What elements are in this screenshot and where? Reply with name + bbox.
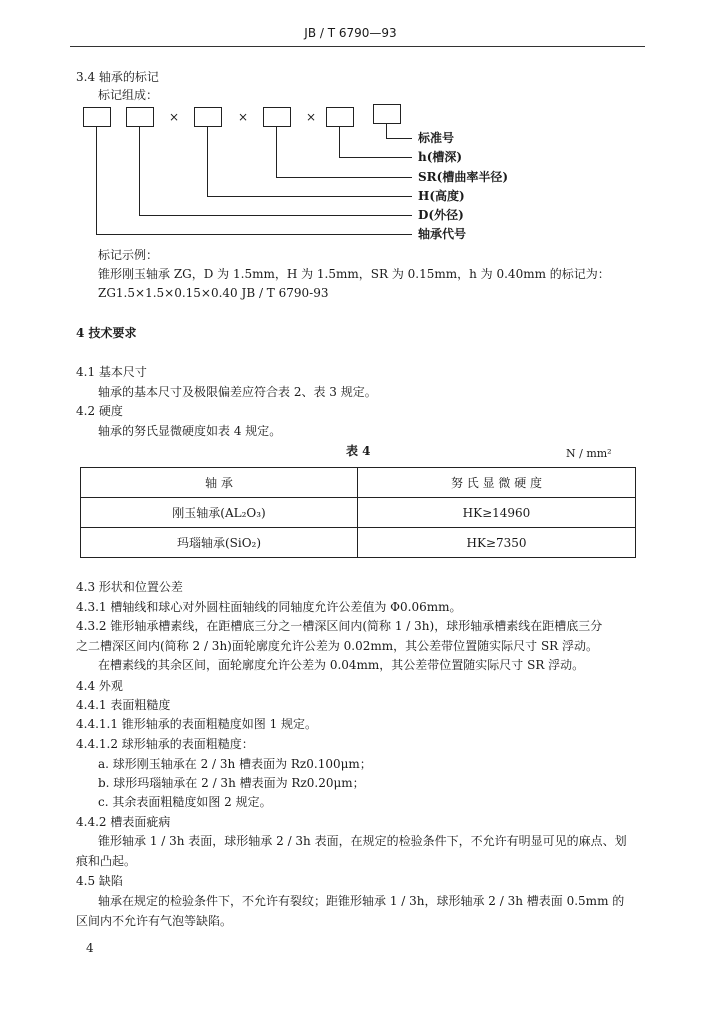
table-row bbox=[81, 498, 636, 528]
table-cell: HK≥14960 bbox=[358, 498, 636, 528]
height-box bbox=[194, 107, 222, 127]
section-4-3-2-line3: 在槽素线的其余区间，面轮廓度允许公差为 0.04mm，其公差带位置随实际尺寸 SR 浮动。 bbox=[98, 658, 585, 672]
section-4-2-text: 轴承的努氏显微硬度如表 4 规定。 bbox=[98, 424, 282, 438]
leader-line bbox=[139, 215, 412, 216]
section-4-4-2-title: 4.4.2 槽表面疵病 bbox=[76, 815, 171, 829]
leader-line bbox=[276, 126, 277, 177]
leader-line bbox=[96, 126, 97, 234]
section-4-4-2-line2: 痕和凸起。 bbox=[76, 854, 137, 868]
header-bearing: 轴 承 bbox=[81, 468, 358, 498]
composition-label: 标记组成： bbox=[98, 88, 159, 102]
standard-box bbox=[373, 104, 401, 124]
section-4-5-line2: 区间内不允许有气泡等缺陷。 bbox=[76, 914, 233, 928]
section-4-4-1-2: 4.4.1.2 球形轴承的表面粗糙度： bbox=[76, 737, 254, 751]
leader-line bbox=[386, 138, 412, 139]
header-rule bbox=[70, 46, 645, 47]
document-code: JB / T 6790—93 bbox=[304, 26, 397, 40]
section-4-4-2-line1: 锥形轴承 1 / 3h 表面，球形轴承 2 / 3h 表面，在规定的检验条件下，不允许有明显可见的麻点、划 bbox=[98, 834, 627, 848]
section-4-4-1-1: 4.4.1.1 锥形轴承的表面粗糙度如图 1 规定。 bbox=[76, 717, 318, 731]
legend-height: H(高度) bbox=[418, 189, 465, 203]
example-code: ZG1.5×1.5×0.15×0.40 JB / T 6790-93 bbox=[98, 286, 329, 300]
multiply-sign: × bbox=[238, 110, 249, 124]
hardness-table bbox=[80, 467, 636, 558]
diameter-box bbox=[126, 107, 154, 127]
section-4-1-text: 轴承的基本尺寸及极限偏差应符合表 2、表 3 规定。 bbox=[98, 385, 377, 399]
leader-line bbox=[339, 126, 340, 157]
code-box bbox=[83, 107, 111, 127]
legend-groove-depth: h(槽深) bbox=[418, 150, 463, 164]
table-caption: 表 4 bbox=[346, 444, 371, 458]
section-4-4-title: 4.4 外观 bbox=[76, 679, 123, 693]
list-item-c: c. 其余表面粗糙度如图 2 规定。 bbox=[98, 795, 272, 809]
section-4-title: 4 技术要求 bbox=[76, 326, 137, 340]
multiply-sign: × bbox=[169, 110, 180, 124]
section-3-4-title: 3.4 轴承的标记 bbox=[76, 70, 159, 84]
multiply-sign: × bbox=[306, 110, 317, 124]
leader-line bbox=[207, 196, 412, 197]
section-4-3-2-line2: 之二槽深区间内(简称 2 / 3h)面轮廓度允许公差为 0.02mm，其公差带位置随实际尺寸 SR 浮动。 bbox=[76, 639, 599, 653]
section-4-5-line1: 轴承在规定的检验条件下，不允许有裂纹；距锥形轴承 1 / 3h，球形轴承 2 / 3h 槽表面 0.5mm 的 bbox=[98, 894, 625, 908]
section-4-2-title: 4.2 硬度 bbox=[76, 404, 123, 418]
section-4-3-title: 4.3 形状和位置公差 bbox=[76, 580, 183, 594]
section-4-1-title: 4.1 基本尺寸 bbox=[76, 365, 147, 379]
legend-standard-number: 标准号 bbox=[418, 131, 455, 145]
table-header-row bbox=[81, 468, 636, 498]
leader-line bbox=[207, 126, 208, 196]
table-cell: 刚玉轴承(AL₂O₃) bbox=[81, 498, 358, 528]
list-item-b: b. 球形玛瑙轴承在 2 / 3h 槽表面为 Rz0.20μm； bbox=[98, 776, 365, 790]
table-cell: HK≥7350 bbox=[358, 528, 636, 558]
depth-box bbox=[326, 107, 354, 127]
page-number: 4 bbox=[86, 941, 94, 955]
header-hardness: 努 氏 显 微 硬 度 bbox=[358, 468, 636, 498]
leader-line bbox=[276, 177, 412, 178]
section-4-3-1: 4.3.1 槽轴线和球心对外圆柱面轴线的同轴度允许公差值为 Φ0.06mm。 bbox=[76, 600, 462, 614]
table-row bbox=[81, 528, 636, 558]
table-unit: N / mm² bbox=[566, 447, 612, 460]
leader-line bbox=[139, 126, 140, 215]
section-4-3-2-line1: 4.3.2 锥形轴承槽素线，在距槽底三分之一槽深区间内(简称 1 / 3h)，球形轴承槽素线在距槽底三分 bbox=[76, 619, 603, 633]
legend-outer-diameter: D(外径) bbox=[418, 208, 464, 222]
example-text: 锥形刚玉轴承 ZG，D 为 1.5mm，H 为 1.5mm，SR 为 0.15mm，h 为 0.40mm 的标记为： bbox=[98, 267, 610, 281]
leader-line bbox=[386, 123, 387, 138]
legend-groove-radius: SR(槽曲率半径) bbox=[418, 170, 508, 184]
leader-line bbox=[96, 234, 412, 235]
table-cell: 玛瑙轴承(SiO₂) bbox=[81, 528, 358, 558]
leader-line bbox=[339, 157, 412, 158]
list-item-a: a. 球形刚玉轴承在 2 / 3h 槽表面为 Rz0.100μm； bbox=[98, 757, 372, 771]
legend-bearing-code: 轴承代号 bbox=[418, 227, 467, 241]
radius-box bbox=[263, 107, 291, 127]
section-4-4-1-title: 4.4.1 表面粗糙度 bbox=[76, 698, 171, 712]
example-label: 标记示例： bbox=[98, 248, 159, 262]
section-4-5-title: 4.5 缺陷 bbox=[76, 874, 123, 888]
